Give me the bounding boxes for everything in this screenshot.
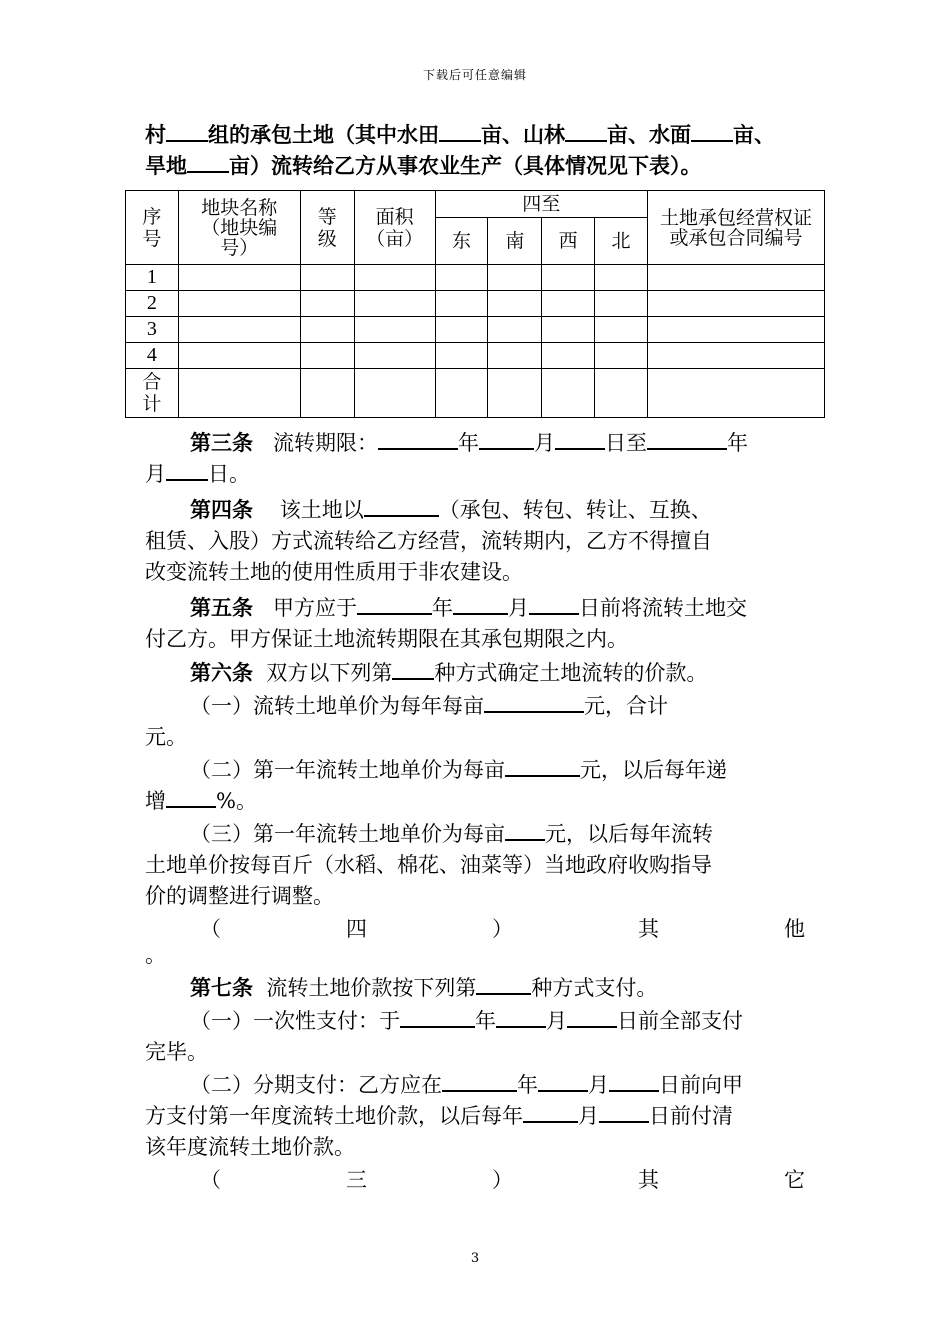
land-plot-table xyxy=(125,190,825,418)
total-label: 合计 xyxy=(126,369,179,418)
article-6-option-3-line-3: 价的调整进行调整。 xyxy=(145,884,334,908)
article-5-title: 第五条 xyxy=(190,596,253,620)
article-6-option-2: （二）第一年流转土地单价为每亩 元，以后每年递 xyxy=(145,755,805,786)
table-row xyxy=(126,265,825,291)
th-west: 西 xyxy=(542,218,595,265)
table-row xyxy=(126,317,825,343)
article-7-option-2: （二）分期支付：乙方应在 年 月 日前向甲 xyxy=(145,1070,805,1101)
th-certificate: 土地承包经营权证或承包合同编号 xyxy=(647,191,824,265)
th-north: 北 xyxy=(595,218,648,265)
article-6-option-1: （一）流转土地单价为每年每亩 元，合计 xyxy=(145,691,805,722)
article-6-title: 第六条 xyxy=(190,661,253,685)
article-7-option-3: （ 三 ） 其 它 xyxy=(200,1168,805,1192)
row-number: 3 xyxy=(126,317,179,343)
page-header-note: 下载后可任意编辑 xyxy=(422,68,527,82)
blank-village xyxy=(166,120,208,142)
article-7-option-2-line-2: 方支付第一年度流转土地价款，以后每年 月 日前付清 xyxy=(145,1101,805,1132)
th-boundaries: 四至 xyxy=(435,191,647,218)
th-grade: 等级 xyxy=(300,191,354,265)
article-6-option-4-end: 。 xyxy=(145,943,166,967)
table-row xyxy=(126,291,825,317)
article-3-line-1: 第三条 流转期限： 年 月 日至 年 xyxy=(145,428,805,459)
blank-paddy xyxy=(439,120,481,142)
row-number: 1 xyxy=(126,265,179,291)
page-number: 3 xyxy=(470,1251,480,1266)
article-6-option-3-line-2: 土地单价按每百斤（水稻、棉花、油菜等）当地政府收购指导 xyxy=(145,853,712,877)
article-7-line-1: 第七条 流转土地价款按下列第 种方式支付。 xyxy=(145,973,805,1004)
article-4-line-3: 改变流转土地的使用性质用于非农建设。 xyxy=(145,560,523,584)
th-seq: 序号 xyxy=(126,191,179,265)
article-6-line-1: 第六条 双方以下列第 种方式确定土地流转的价款。 xyxy=(145,658,805,689)
th-area: 面积（亩） xyxy=(354,191,435,265)
row-number: 2 xyxy=(126,291,179,317)
th-south: 南 xyxy=(488,218,542,265)
article-3-title: 第三条 xyxy=(190,431,253,455)
article-5-line-2: 付乙方。甲方保证土地流转期限在其承包期限之内。 xyxy=(145,627,628,651)
blank-forest xyxy=(565,120,607,142)
article-6-option-1-end: 元。 xyxy=(145,725,187,749)
table-row xyxy=(126,343,825,369)
th-east: 东 xyxy=(435,218,488,265)
article-7-option-1-end: 完毕。 xyxy=(145,1040,208,1064)
intro-line-1: 村 组的承包土地（其中水田 亩、山林 亩、水面 亩、 xyxy=(145,120,805,151)
article-6-option-2-end: 增 %。 xyxy=(145,786,805,817)
article-7-option-2-line-3: 该年度流转土地价款。 xyxy=(145,1135,355,1159)
table-total-row xyxy=(126,369,825,418)
article-4-line-2: 租赁、入股）方式流转给乙方经营，流转期内，乙方不得擅自 xyxy=(145,529,712,553)
article-4-line-1: 第四条 该土地以 （承包、转包、转让、互换、 xyxy=(145,495,805,526)
document-body xyxy=(142,120,812,1196)
article-7-title: 第七条 xyxy=(190,976,253,1000)
article-6-option-3: （三）第一年流转土地单价为每亩 元，以后每年流转 xyxy=(145,819,805,850)
article-6-option-4: （ 四 ） 其 他 xyxy=(200,917,805,941)
row-number: 4 xyxy=(126,343,179,369)
article-7-option-1: （一）一次性支付：于 年 月 日前全部支付 xyxy=(145,1006,805,1037)
article-5-line-1: 第五条 甲方应于 年 月 日前将流转土地交 xyxy=(145,593,805,624)
th-plot-name: 地块名称（地块编号） xyxy=(178,191,300,265)
article-3-line-2: 月 日。 xyxy=(145,459,805,490)
blank-water xyxy=(691,120,733,142)
intro-line-2: 旱地 亩）流转给乙方从事农业生产（具体情况见下表）。 xyxy=(145,151,805,182)
article-4-title: 第四条 xyxy=(190,498,253,522)
blank-dryland xyxy=(187,151,229,173)
